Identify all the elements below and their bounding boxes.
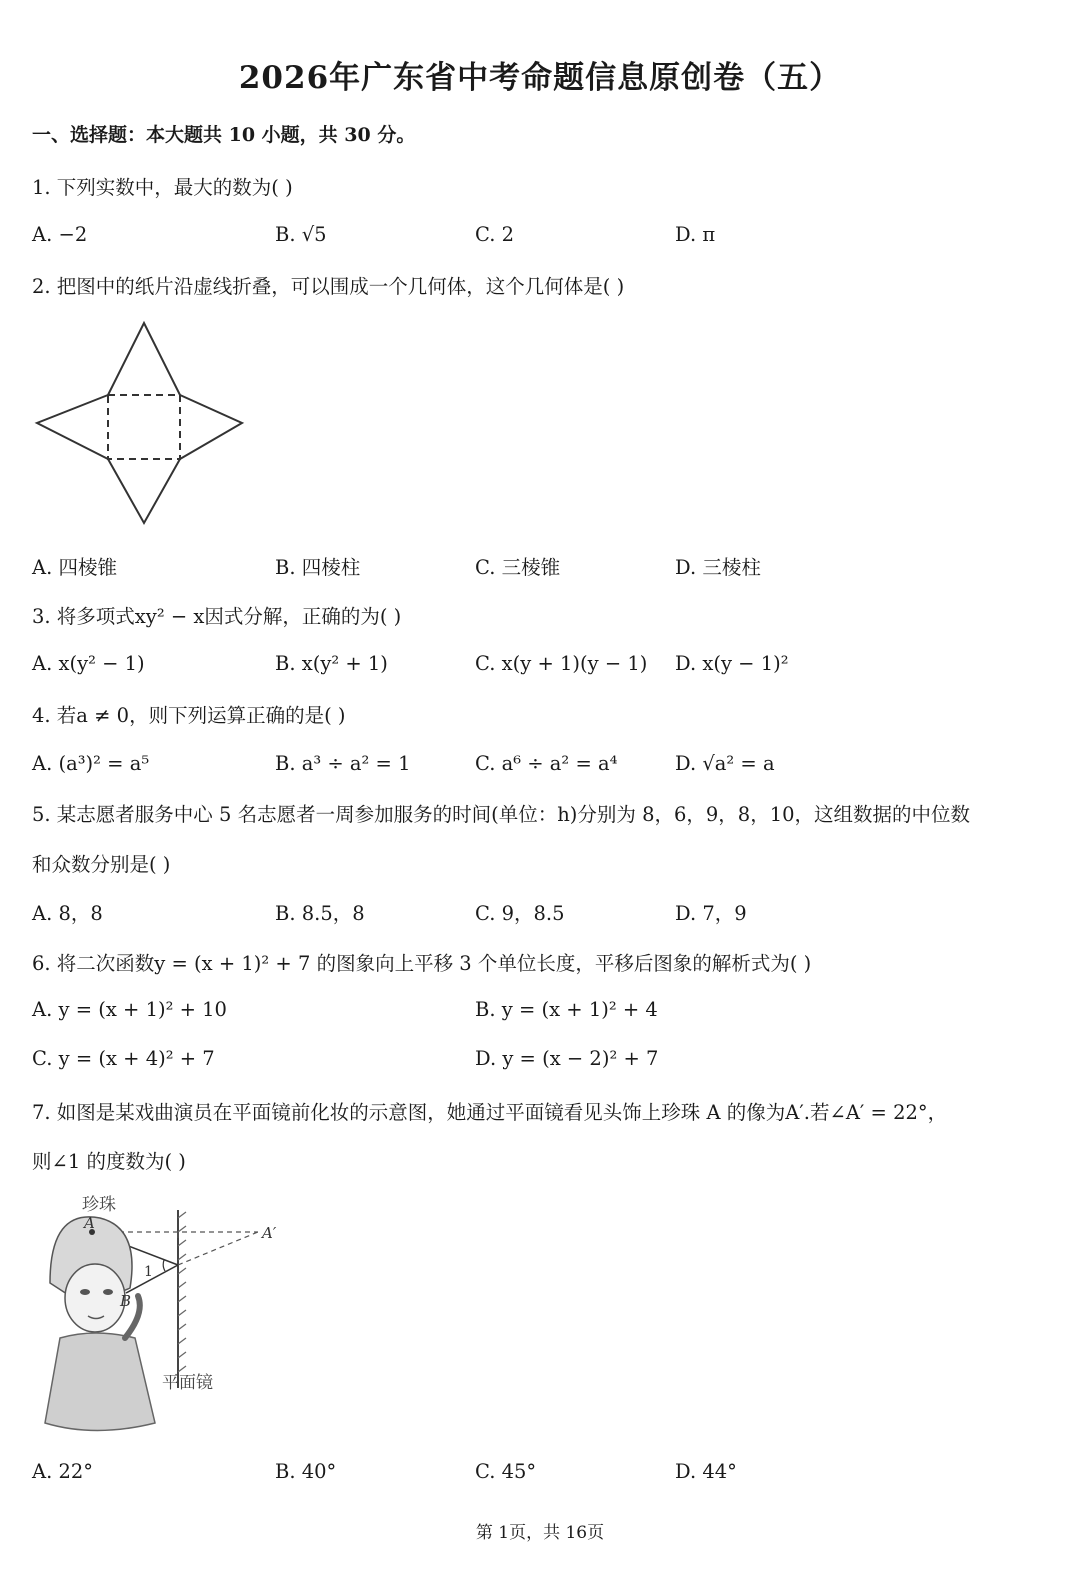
q4-option-d: D. √a² = a	[675, 752, 775, 775]
q2-option-c: C. 三棱锥	[475, 556, 561, 579]
question-3-stem: 3. 将多项式xy² − x因式分解，正确的为( )	[32, 605, 402, 628]
q1-option-c: C. 2	[475, 223, 515, 246]
costume-shape	[45, 1333, 155, 1431]
face-shape	[65, 1264, 125, 1332]
q6-option-b: B. y = (x + 1)² + 4	[475, 998, 658, 1021]
net-left-triangle	[37, 395, 108, 459]
page-footer: 第 1页，共 16页	[475, 1523, 605, 1543]
q4-option-a: A. (a³)² = a⁵	[32, 752, 150, 775]
q6-option-a: A. y = (x + 1)² + 10	[32, 998, 227, 1021]
page-title: 2026年广东省中考命题信息原创卷（五）	[238, 60, 842, 96]
q5-option-b: B. 8.5，8	[275, 902, 365, 925]
mirror-reflection-figure	[30, 1188, 300, 1438]
net-top-triangle	[108, 323, 180, 395]
q2-option-a: A. 四棱锥	[32, 556, 117, 579]
net-right-triangle	[180, 395, 242, 459]
point-b-label: B	[120, 1292, 132, 1310]
question-7-stem-line2: 则∠1 的度数为( )	[32, 1150, 186, 1173]
q2-option-d: D. 三棱柱	[675, 556, 761, 579]
dashed-reflection-line	[178, 1232, 258, 1265]
q7-option-a: A. 22°	[32, 1460, 94, 1483]
angle-1-label: 1	[144, 1264, 153, 1280]
point-a-prime-label: A′	[262, 1224, 277, 1242]
q5-option-a: A. 8，8	[32, 902, 103, 925]
mirror-hatching	[178, 1212, 186, 1372]
q6-option-d: D. y = (x − 2)² + 7	[475, 1047, 659, 1070]
q5-option-d: D. 7，9	[675, 902, 747, 925]
actress-illustration	[45, 1217, 155, 1431]
q3-option-d: D. x(y − 1)²	[675, 652, 789, 675]
q7-option-b: B. 40°	[275, 1460, 337, 1483]
question-5-stem-line2: 和众数分别是( )	[32, 853, 171, 876]
question-1-stem: 1. 下列实数中，最大的数为( )	[32, 176, 293, 199]
q1-option-d: D. π	[675, 223, 716, 246]
q3-option-c: C. x(y + 1)(y − 1)	[475, 652, 648, 675]
question-6-stem: 6. 将二次函数y = (x + 1)² + 7 的图象向上平移 3 个单位长度，平移后图象的解析式为( )	[32, 952, 812, 975]
q5-option-c: C. 9，8.5	[475, 902, 565, 925]
q6-option-c: C. y = (x + 4)² + 7	[32, 1047, 215, 1070]
q4-option-c: C. a⁶ ÷ a² = a⁴	[475, 752, 618, 775]
angle-1-arc	[163, 1260, 165, 1271]
question-2-stem: 2. 把图中的纸片沿虚线折叠，可以围成一个几何体，这个几何体是( )	[32, 275, 625, 298]
q3-option-a: A. x(y² − 1)	[32, 652, 145, 675]
q2-option-b: B. 四棱柱	[275, 556, 361, 579]
question-5-stem-line1: 5. 某志愿者服务中心 5 名志愿者一周参加服务的时间(单位：h)分别为 8，6，9，8，10，这组数据的中位数	[32, 803, 971, 826]
net-square-base	[108, 395, 180, 459]
q3-option-b: B. x(y² + 1)	[275, 652, 388, 675]
pyramid-net-figure	[30, 315, 250, 530]
question-7-stem-line1: 7. 如图是某戏曲演员在平面镜前化妆的示意图，她通过平面镜看见头饰上珍珠 A 的像为A′.若∠A′ = 22°，	[32, 1101, 948, 1124]
net-bottom-triangle	[108, 459, 180, 523]
section-heading: 一、选择题：本大题共 10 小题，共 30 分。	[32, 124, 416, 146]
q4-option-b: B. a³ ÷ a² = 1	[275, 752, 411, 775]
question-4-stem: 4. 若a ≠ 0，则下列运算正确的是( )	[32, 704, 346, 727]
q1-option-b: B. √5	[275, 223, 327, 246]
q7-option-d: D. 44°	[675, 1460, 737, 1483]
mirror-label: 平面镜	[162, 1373, 213, 1393]
q7-option-c: C. 45°	[475, 1460, 537, 1483]
pearl-label: 珍珠	[82, 1195, 116, 1215]
q1-option-a: A. −2	[32, 223, 88, 246]
point-a-label: A	[84, 1214, 95, 1232]
